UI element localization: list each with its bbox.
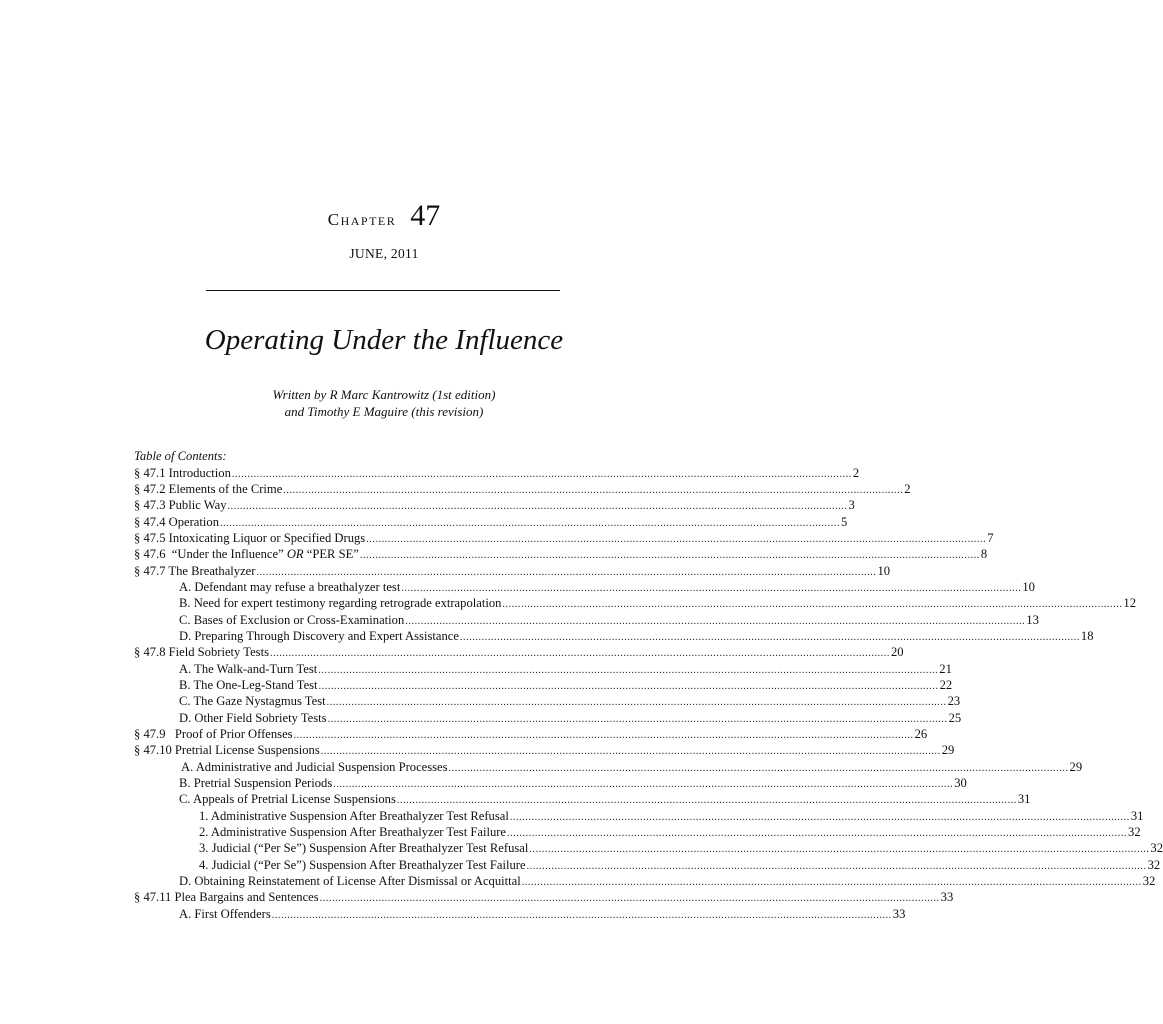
toc-entry-page: 29: [941, 743, 955, 758]
toc-entry-page: 23: [947, 694, 961, 709]
toc-entry-label: D. Other Field Sobriety Tests: [179, 710, 327, 725]
toc-entry[interactable]: [134, 497, 855, 513]
dot-leader: ........................................................................................................................................................................................................: [327, 713, 948, 725]
toc-entry[interactable]: [134, 595, 1137, 611]
dot-leader: ........................................................................................................................................................................................................: [366, 533, 987, 545]
toc-entry-label: § 47.2 Elements of the Crime: [134, 481, 283, 496]
dot-leader: ........................................................................................................................................................................................................: [319, 893, 940, 905]
dot-leader: ........................................................................................................................................................................................................: [333, 779, 954, 791]
toc-entry-label: A. The Walk-and-Turn Test: [179, 661, 318, 676]
toc-entry-page: 31: [1017, 792, 1031, 807]
toc-entry-page: 10: [877, 563, 891, 578]
toc-entry-label: C. The Gaze Nystagmus Test: [179, 694, 326, 709]
toc-entry-label: § 47.8 Field Sobriety Tests: [134, 645, 269, 660]
toc-entry[interactable]: [134, 840, 1163, 856]
toc-entry-page: 18: [1080, 628, 1094, 643]
toc-entry-label: 3. Judicial (“Per Se”) Suspension After Breathalyzer Test Refusal: [199, 841, 529, 856]
toc-entry[interactable]: [134, 644, 904, 660]
toc-entry-label: § 47.1 Introduction: [134, 465, 231, 480]
toc-entry-label-italic: OR: [286, 547, 304, 562]
toc-entry[interactable]: [134, 775, 967, 791]
toc-entry[interactable]: [134, 563, 891, 579]
toc-entry[interactable]: [134, 546, 988, 562]
author-credits: [0, 386, 768, 420]
toc-entry[interactable]: [134, 661, 952, 677]
toc-entry-page: 22: [939, 677, 953, 692]
toc-entry-label: B. The One-Leg-Stand Test: [179, 677, 318, 692]
dot-leader: ........................................................................................................................................................................................................: [359, 550, 980, 562]
toc-entry-label-tail: “PER SE”: [303, 547, 359, 562]
dot-leader: ........................................................................................................................................................................................................: [318, 680, 939, 692]
toc-entry-page: 30: [954, 776, 967, 791]
toc-entry-label: § 47.10 Pretrial License Suspensions: [134, 743, 320, 758]
toc-entry[interactable]: [134, 628, 1094, 644]
toc-entry[interactable]: [134, 530, 994, 546]
toc-entry-page: 8: [980, 547, 988, 562]
toc-entry[interactable]: [134, 791, 1031, 807]
toc-entry-page: 10: [1022, 579, 1035, 594]
dot-leader: ........................................................................................................................................................................................................: [521, 877, 1142, 889]
toc-entry-label: C. Appeals of Pretrial License Suspensions: [179, 792, 396, 807]
toc-entry-page: 20: [890, 645, 904, 660]
dot-leader: ........................................................................................................................................................................................................: [396, 795, 1017, 807]
toc-entry-page: 25: [948, 710, 962, 725]
toc-entry[interactable]: [134, 514, 848, 530]
chapter-number: 47: [410, 199, 441, 232]
chapter-word: Chapter: [327, 210, 397, 229]
dot-leader: ........................................................................................................................................................................................................: [227, 501, 848, 513]
toc-entry-page: 21: [939, 661, 952, 676]
author-line-2: and Timothy E Maguire (this revision): [284, 404, 484, 419]
toc-entry[interactable]: [134, 465, 860, 481]
dot-leader: ........................................................................................................................................................................................................: [269, 648, 890, 660]
toc-entry-page: 29: [1069, 759, 1083, 774]
toc-entry-label: § 47.5 Intoxicating Liquor or Specified Drugs: [134, 530, 366, 545]
toc-entry[interactable]: [134, 579, 1035, 595]
author-line-1: Written by R Marc Kantrowitz (1st edition): [272, 387, 496, 402]
dot-leader: ........................................................................................................................................................................................................: [448, 762, 1069, 774]
toc-heading: Table of Contents:: [134, 449, 227, 463]
toc-entry[interactable]: [134, 693, 961, 709]
toc-entry-page: 31: [1130, 808, 1144, 823]
toc-entry-label: § 47.9 Proof of Prior Offenses: [134, 727, 293, 741]
toc-entry[interactable]: [134, 759, 1083, 775]
toc-entry-page: 33: [940, 890, 954, 905]
toc-entry[interactable]: [134, 906, 906, 922]
toc-entry-page: 32: [1147, 857, 1161, 872]
dot-leader: ........................................................................................................................................................................................................: [293, 730, 914, 741]
toc-entry-page: 12: [1123, 596, 1137, 611]
toc-entry-page: 2: [852, 465, 860, 480]
dot-leader: ........................................................................................................................................................................................................: [220, 517, 840, 529]
toc-entry-page: 32: [1128, 825, 1141, 840]
toc-entry[interactable]: [134, 726, 928, 742]
toc-entry-page: 32: [1150, 841, 1163, 856]
toc-entry-label: § 47.3 Public Way: [134, 498, 227, 513]
toc-entry-page: 26: [914, 727, 928, 741]
dot-leader: ........................................................................................................................................................................................................: [320, 746, 941, 758]
dot-leader: ........................................................................................................................................................................................................: [271, 909, 892, 921]
dot-leader: ........................................................................................................................................................................................................: [318, 664, 939, 676]
dot-leader: ........................................................................................................................................................................................................: [459, 631, 1080, 643]
toc-entry[interactable]: [134, 742, 955, 758]
toc-entry-label: § 47.4 Operation: [134, 514, 219, 529]
dot-leader: ........................................................................................................................................................................................................: [507, 828, 1128, 840]
dot-leader: ........................................................................................................................................................................................................: [401, 582, 1022, 594]
chapter-heading: [0, 196, 768, 241]
toc-entry-label: § 47.7 The Breathalyzer: [134, 563, 256, 578]
toc-entry-label: 2. Administrative Suspension After Breathalyzer Test Failure: [199, 825, 507, 840]
toc-entry-label: 1. Administrative Suspension After Breathalyzer Test Refusal: [199, 808, 509, 823]
toc-entry-label: A. Administrative and Judicial Suspension Processes: [181, 759, 448, 774]
toc-entry-page: 2: [904, 481, 911, 496]
toc-entry[interactable]: [134, 889, 954, 905]
toc-entry[interactable]: [134, 824, 1141, 840]
toc-entry-page: 32: [1142, 874, 1156, 889]
dot-leader: ........................................................................................................................................................................................................: [529, 844, 1150, 856]
toc-entry[interactable]: [134, 612, 1039, 628]
toc-entry[interactable]: [134, 857, 1161, 873]
toc-entry[interactable]: [134, 677, 953, 693]
dot-leader: ........................................................................................................................................................................................................: [231, 468, 852, 480]
table-of-contents: [134, 448, 1163, 922]
dot-leader: ........................................................................................................................................................................................................: [502, 599, 1123, 611]
toc-entry-label: A. First Offenders: [179, 906, 271, 921]
dot-leader: ........................................................................................................................................................................................................: [326, 697, 947, 709]
toc-entry-label: 4. Judicial (“Per Se”) Suspension After Breathalyzer Test Failure: [199, 857, 526, 872]
toc-entry-label: [134, 546, 359, 562]
toc-entry-page: 5: [841, 514, 848, 529]
toc-entry-label: A. Defendant may refuse a breathalyzer test: [179, 579, 401, 594]
toc-entry-label: B. Pretrial Suspension Periods: [179, 776, 333, 791]
toc-entry-page: 33: [892, 906, 906, 921]
toc-entry-page: 13: [1026, 612, 1039, 627]
dot-leader: ........................................................................................................................................................................................................: [256, 566, 877, 578]
dot-leader: ........................................................................................................................................................................................................: [283, 484, 904, 496]
toc-entry-label: § 47.11 Plea Bargains and Sentences: [134, 890, 319, 905]
toc-entry[interactable]: [134, 808, 1144, 824]
dot-leader: ........................................................................................................................................................................................................: [509, 811, 1130, 823]
toc-entry[interactable]: [134, 481, 911, 497]
toc-entry-page: 3: [848, 498, 855, 513]
chapter-date: JUNE, 2011: [349, 246, 419, 261]
toc-entry-label: D. Obtaining Reinstatement of License After Dismissal or Acquittal: [179, 874, 521, 889]
toc-entry[interactable]: [134, 710, 962, 726]
toc-entry-page: 7: [987, 530, 994, 545]
toc-entry-label: D. Preparing Through Discovery and Expert Assistance: [179, 628, 459, 643]
dot-leader: ........................................................................................................................................................................................................: [526, 860, 1147, 872]
page-title: Operating Under the Influence: [204, 324, 564, 356]
horizontal-rule: [206, 290, 560, 291]
toc-entry-label: C. Bases of Exclusion or Cross-Examination: [179, 612, 405, 627]
dot-leader: ........................................................................................................................................................................................................: [405, 615, 1026, 627]
toc-entry-label-head: § 47.6 “Under the Influence”: [134, 547, 287, 562]
toc-entry-label: B. Need for expert testimony regarding retrograde extrapolation: [179, 596, 502, 611]
toc-entry[interactable]: [134, 873, 1156, 889]
